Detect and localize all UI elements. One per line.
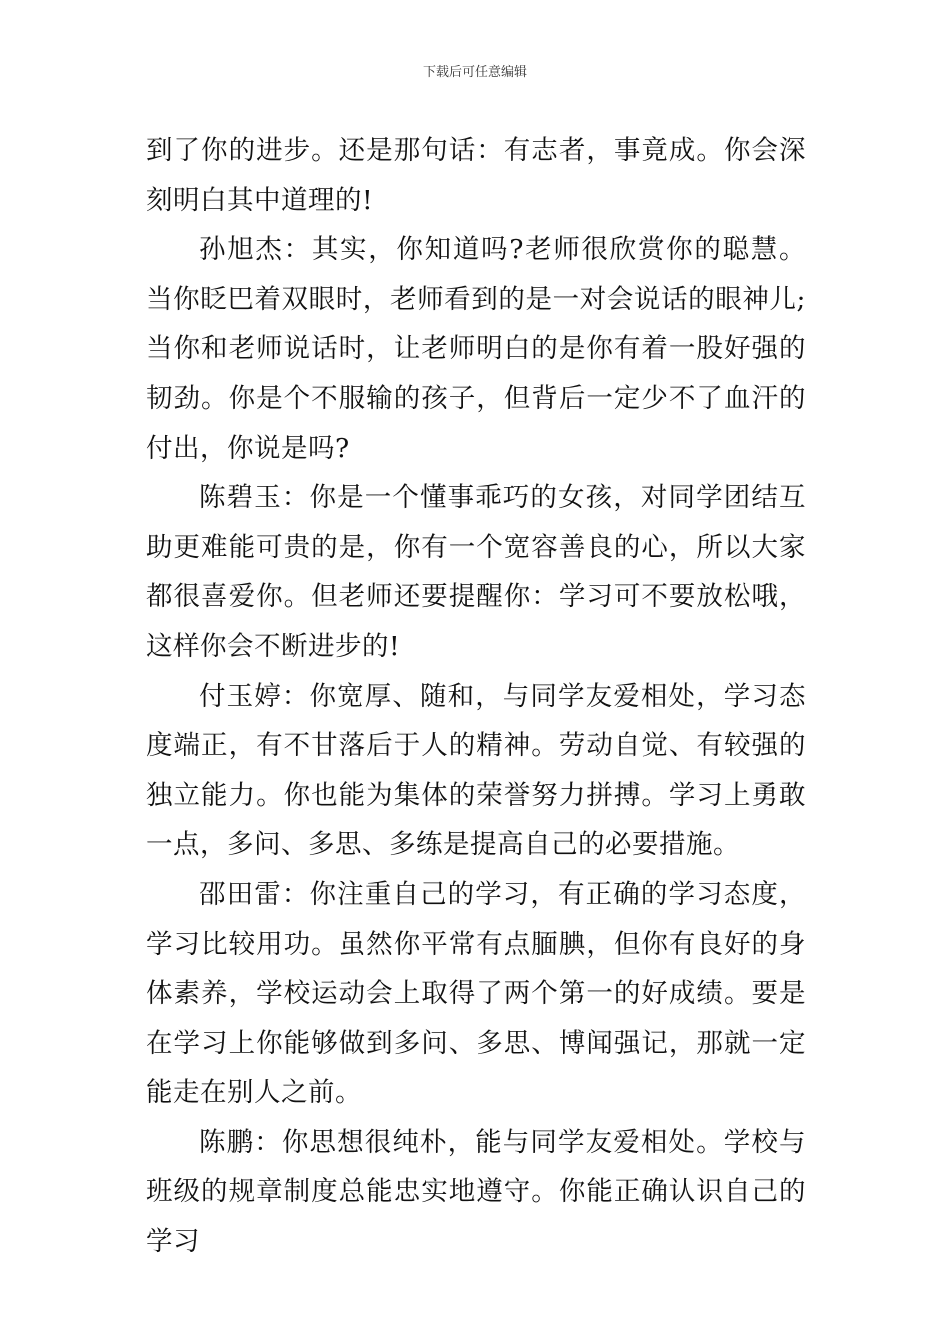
paragraph-comment-chen-biyu: 陈碧玉：你是一个懂事乖巧的女孩，对同学团结互助更难能可贵的是，你有一个宽容善良的心，所以大家都很喜爱你。但老师还要提醒你：学习可不要放松哦，这样你会不断进步的! [146,482,806,662]
paragraph-comment-fu-yuting: 付玉婷：你宽厚、随和，与同学友爱相处，学习态度端正，有不甘落后于人的精神。劳动自觉、有较强的独立能力。你也能为集体的荣誉努力拼搏。学习上勇敢一点，多问、多思、多练是提高自己的必要措施。 [146,680,806,861]
document-body [146,126,806,1267]
paragraph-comment-shao-tianlei: 邵田雷：你注重自己的学习，有正确的学习态度，学习比较用功。虽然你平常有点腼腆，但你有良好的身体素养，学校运动会上取得了两个第一的好成绩。要是在学习上你能够做到多问、多思、博闻强记，那就一定能走在别人之前。 [146,878,806,1109]
paragraph-comment-sun-xujie: 孙旭杰：其实，你知道吗?老师很欣赏你的聪慧。当你眨巴着双眼时，老师看到的是一对会说话的眼神儿;当你和老师说话时，让老师明白的是你有着一股好强的韧劲。你是个不服输的孩子，但背后一定少不了血汗的付出，你说是吗? [146,234,806,464]
page-header: 下载后可任意编辑 [422,65,527,80]
paragraph-comment-chen-peng: 陈鹏：你思想很纯朴，能与同学友爱相处。学校与班级的规章制度总能忠实地遵守。你能正确认识自己的学习 [146,1126,806,1258]
paragraph-continuation: 到了你的进步。还是那句话：有志者，事竟成。你会深刻明白其中道理的! [146,135,806,216]
